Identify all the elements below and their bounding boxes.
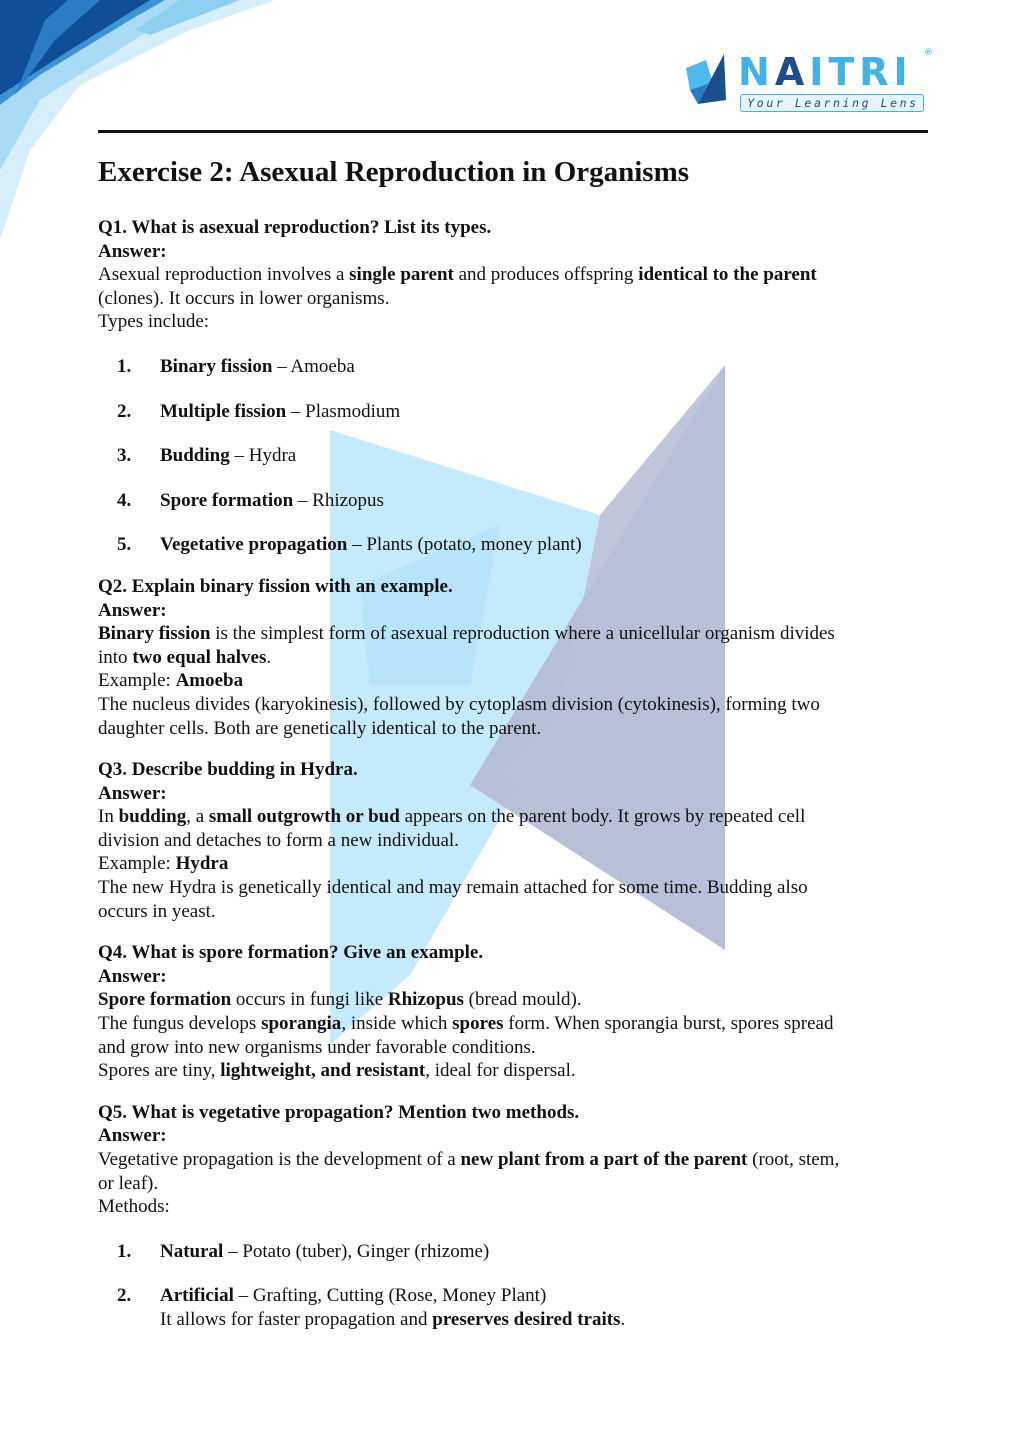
list-item: 3. Budding – Hydra xyxy=(117,445,297,467)
q5-answer-line-1: Vegetative propagation is the development of a new plant from a part of the parent (root, stem, xyxy=(98,1149,840,1170)
methods-note: It allows for faster propagation and preserves desired traits. xyxy=(160,1308,626,1330)
question-3 xyxy=(98,758,928,923)
registered-mark: ® xyxy=(924,48,933,58)
question-4 xyxy=(98,941,928,1083)
q2-answer-line-4: The nucleus divides (karyokinesis), followed by cytoplasm division (cytokinesis), forming two xyxy=(98,693,820,715)
answer-label: Answer: xyxy=(98,965,167,987)
brand-name: NAITRI xyxy=(738,50,913,94)
methods-list xyxy=(98,1240,928,1332)
question-1-text: Q1. What is asexual reproduction? List its types. xyxy=(98,217,492,238)
q1-answer-line-2: (clones). It occurs in lower organisms. xyxy=(98,287,390,309)
question-5 xyxy=(98,1101,928,1332)
question-2 xyxy=(98,575,928,740)
q3-answer-line-4: The new Hydra is genetically identical and may remain attached for some time. Budding also xyxy=(98,877,808,899)
q3-answer-line-1: In budding, a small outgrowth or bud appears on the parent body. It grows by repeated cell xyxy=(98,806,806,828)
list-item: 4. Spore formation – Rhizopus xyxy=(117,489,384,511)
answer-label: Answer: xyxy=(98,782,167,804)
q2-answer-line-1: Binary fission is the simplest form of asexual reproduction where a unicellular organism divides xyxy=(98,623,835,645)
brand-tagline: Your Learning Lens xyxy=(747,96,919,110)
types-list xyxy=(98,355,928,557)
page-title: Exercise 2: Asexual Reproduction in Organisms xyxy=(98,156,690,188)
naitri-logo-mark-icon xyxy=(684,50,734,110)
answer-label: Answer: xyxy=(98,240,167,262)
list-item: 1. Natural – Potato (tuber), Ginger (rhizome) xyxy=(117,1240,490,1262)
q4-answer-line-3: and grow into new organisms under favorable conditions. xyxy=(98,1036,536,1058)
header-rule xyxy=(98,130,928,133)
q2-example: Example: Amoeba xyxy=(98,670,244,692)
q4-answer-line-4: Spores are tiny, lightweight, and resistant, ideal for dispersal. xyxy=(98,1060,576,1082)
q1-answer-line-3: Types include: xyxy=(98,311,210,333)
q4-answer-line-2: The fungus develops sporangia, inside which spores form. When sporangia burst, spores spread xyxy=(98,1013,834,1035)
q4-answer-line-1: Spore formation occurs in fungi like Rhizopus (bread mould). xyxy=(98,989,582,1011)
q2-answer-line-2: into two equal halves. xyxy=(98,646,272,668)
list-item: 2. Artificial – Grafting, Cutting (Rose, Money Plant) It allows for faster propagation and preserves desired traits. xyxy=(98,1284,928,1331)
list-item: 5. Vegetative propagation – Plants (potato, money plant) xyxy=(117,534,582,556)
q5-answer-line-2: or leaf). xyxy=(98,1172,159,1194)
question-3-text: Q3. Describe budding in Hydra. xyxy=(98,759,358,781)
question-1 xyxy=(98,216,928,557)
q1-answer-line-1: Asexual reproduction involves a single parent and produces offspring identical to the parent xyxy=(98,264,817,286)
question-4-text: Q4. What is spore formation? Give an example. xyxy=(98,942,484,964)
answer-label: Answer: xyxy=(98,1125,167,1147)
list-item: 2. Multiple fission – Plasmodium xyxy=(117,400,401,422)
list-item: 1. Binary fission – Amoeba xyxy=(117,355,355,377)
q3-answer-line-2: division and detaches to form a new individual. xyxy=(98,829,459,851)
naitri-logo xyxy=(684,48,933,122)
q3-example: Example: Hydra xyxy=(98,853,229,875)
document-body xyxy=(98,150,928,1332)
q5-answer-line-3: Methods: xyxy=(98,1196,170,1218)
answer-label: Answer: xyxy=(98,599,167,621)
q3-answer-line-5: occurs in yeast. xyxy=(98,900,216,922)
question-5-text: Q5. What is vegetative propagation? Mention two methods. xyxy=(98,1101,580,1123)
q2-answer-line-5: daughter cells. Both are genetically identical to the parent. xyxy=(98,717,542,739)
question-2-text: Q2. Explain binary fission with an example. xyxy=(98,575,453,597)
